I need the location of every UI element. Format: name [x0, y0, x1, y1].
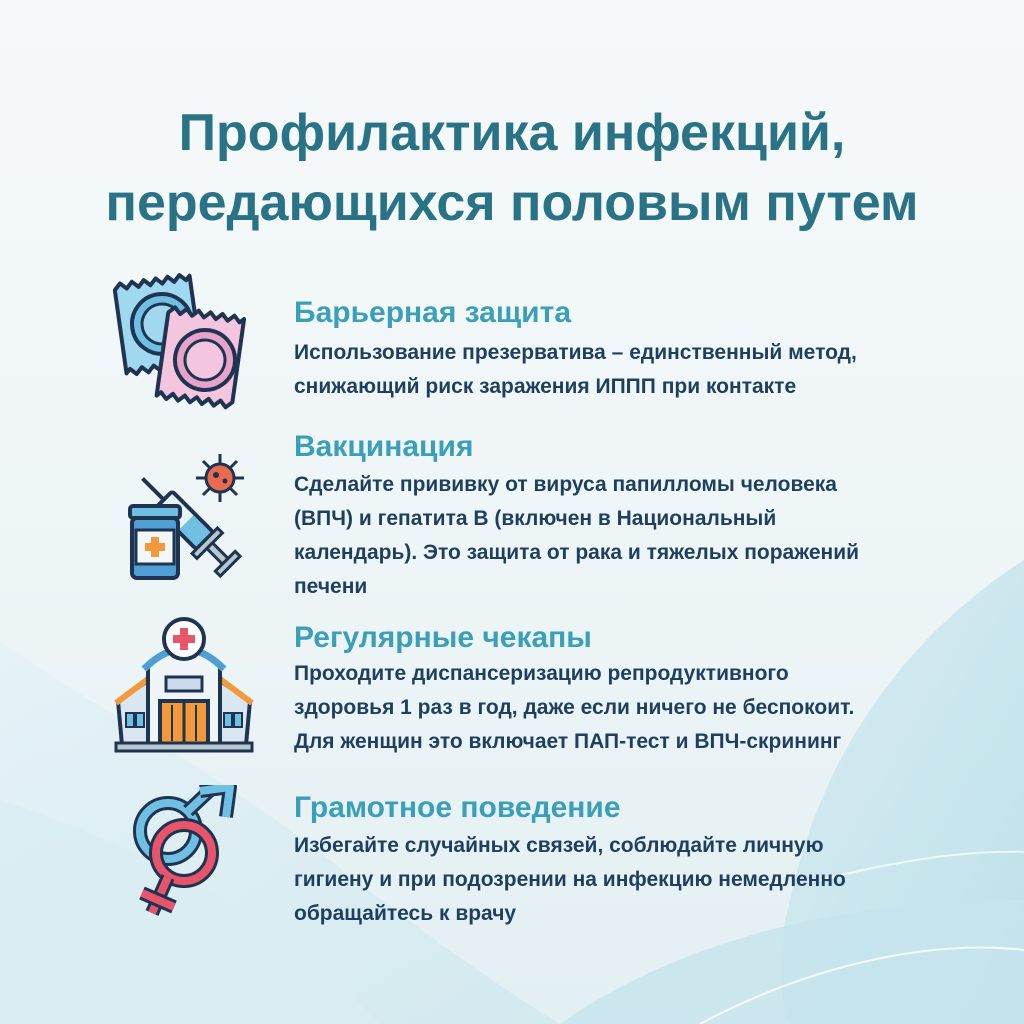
tip-heading: Грамотное поведение: [294, 791, 621, 824]
title-line-2: передающихся половым путем: [105, 174, 919, 232]
page-title: [0, 98, 1024, 238]
tip-text-line: Для женщин это включает ПАП-тест и ВПЧ-скрининг: [294, 730, 842, 753]
tip-heading: Барьерная защита: [294, 296, 572, 329]
tip-text-line: Сделайте прививку от вируса папилломы человека: [294, 473, 837, 496]
tip-heading: Вакцинация: [294, 430, 474, 463]
tip-text-line: здоровья 1 раз в год, даже если ничего не беспокоит.: [294, 696, 855, 719]
tip-text-line: (ВПЧ) и гепатита В (включен в Национальный: [294, 507, 777, 530]
title-line-1: Профилактика инфекций,: [178, 104, 846, 162]
tip-regular-checkups: [0, 615, 1024, 765]
vaccine-syringe-icon: [122, 448, 252, 583]
tip-text-line: Избегайте случайных связей, соблюдайте личную: [294, 834, 824, 857]
condom-packages-icon: [110, 272, 255, 412]
tip-text: [294, 657, 854, 759]
tip-text-line: печени: [294, 575, 368, 598]
tip-text-line: обращайтесь к врачу: [294, 902, 517, 925]
tip-responsible-behavior: [0, 785, 1024, 935]
tip-text-line: гигиену и при подозрении на инфекцию немедленно: [294, 868, 846, 891]
tip-text: [294, 468, 859, 604]
tip-text-line: Использование презерватива – единственный метод,: [294, 341, 857, 364]
tip-text: [294, 336, 857, 404]
tip-text-line: календарь). Это защита от рака и тяжелых поражений: [294, 541, 860, 564]
tip-text-line: снижающий риск заражения ИППП при контакте: [294, 375, 797, 398]
tip-heading: Регулярные чекапы: [294, 621, 592, 654]
gender-symbols-icon: [126, 785, 246, 925]
hospital-icon: [114, 615, 254, 755]
tip-text-line: Проходите диспансеризацию репродуктивного: [294, 662, 789, 685]
tip-barrier-protection: [0, 270, 1024, 420]
tip-vaccination: [0, 430, 1024, 610]
tip-text: [294, 829, 846, 931]
